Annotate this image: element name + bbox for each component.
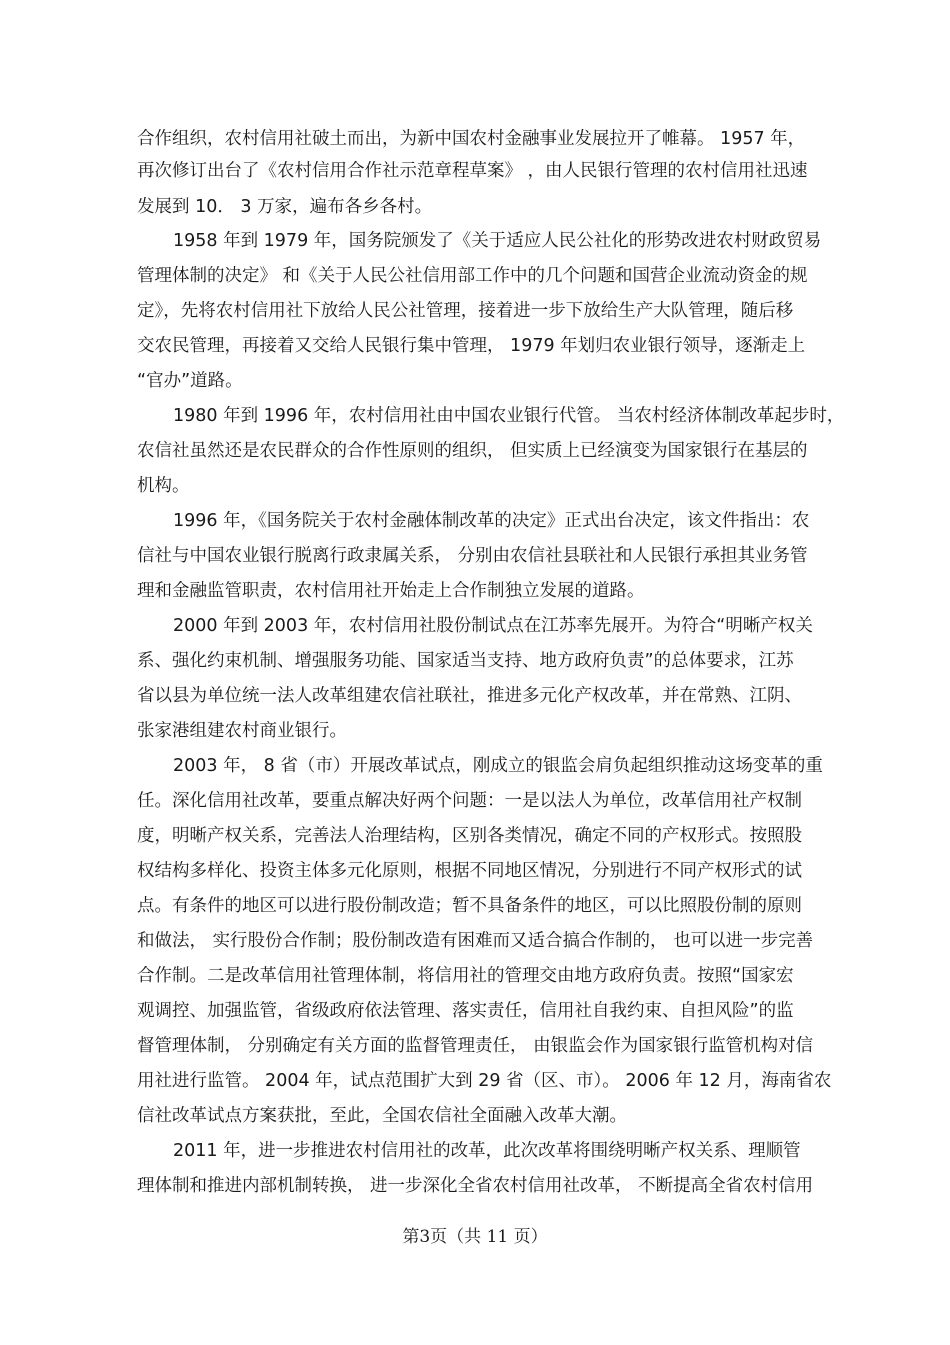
text-line-5: 管理体制的决定》 和《关于人民公社信用部工作中的几个问题和国营企业流动资金的规 [137,266,808,286]
text-line-29: 信社改革试点方案获批，至此，全国农信社全面融入改革大潮。 [137,1106,627,1126]
text-line-27: 督管理体制， 分别确定有关方面的监督管理责任， 由银监会作为国家银行监管机构对信 [137,1036,814,1056]
text-line-2: 再次修订出台了《农村信用合作社示范章程草案》 ，由人民银行管理的农村信用社迅速 [137,161,808,181]
text-line-24: 和做法， 实行股份合作制；股份制改造有困难而又适合搞合作制的， 也可以进一步完善 [137,931,814,951]
text-line-18: 张家港组建农村商业银行。 [137,721,347,741]
text-line-25: 合作制。二是改革信用社管理体制，将信用社的管理交由地方政府负责。按照“国家宏 [137,966,794,986]
text-line-22: 权结构多样化、投资主体多元化原则，根据不同地区情况，分别进行不同产权形式的试 [137,861,802,881]
text-line-11: 机构。 [137,476,190,496]
text-line-28: 用社进行监管。 2004 年，试点范围扩大到 29 省（区、市）。 2006 年 12 月，海南省农 [137,1071,832,1091]
text-line-31: 理体制和推进内部机制转换， 进一步深化全省农村信用社改革， 不断提高全省农村信用 [137,1176,814,1196]
text-line-1: 合作组织，农村信用社破土而出，为新中国农村金融事业发展拉开了帷幕。 1957 年， [137,129,806,149]
text-line-7: 交农民管理，再接着又交给人民银行集中管理， 1979 年划归农业银行领导，逐渐走上 [137,336,806,356]
text-line-6: 定》，先将农村信用社下放给人民公社管理，接着进一步下放给生产大队管理，随后移 [137,301,794,321]
text-line-10: 农信社虽然还是农民群众的合作性原则的组织， 但实质上已经演变为国家银行在基层的 [137,441,808,461]
text-line-15: 2000 年到 2003 年，农村信用社股份制试点在江苏率先展开。为符合“明晰产权关 [173,616,813,636]
text-line-13: 信社与中国农业银行脱离行政隶属关系， 分别由农信社县联社和人民银行承担其业务管 [137,546,808,566]
page-number-footer: 第3页（共 11 页） [402,1227,548,1247]
text-line-12: 1996 年，《国务院关于农村金融体制改革的决定》正式出台决定，该文件指出：农 [173,511,810,531]
text-line-17: 省以县为单位统一法人改革组建农信社联社，推进多元化产权改革，并在常熟、江阴、 [137,686,802,706]
text-line-20: 任。深化信用社改革，要重点解决好两个问题：一是以法人为单位，改革信用社产权制 [137,791,802,811]
text-line-19: 2003 年， 8 省（市）开展改革试点，刚成立的银监会肩负起组织推动这场变革的重 [173,756,823,776]
text-line-8: “官办”道路。 [137,371,243,391]
text-line-26: 观调控、加强监管，省级政府依法管理、落实责任，信用社自我约束、自担风险”的监 [137,1001,794,1021]
text-line-4: 1958 年到 1979 年，国务院颁发了《关于适应人民公社化的形势改进农村财政贸易 [173,231,822,251]
text-line-21: 度，明晰产权关系，完善法人治理结构，区别各类情况，确定不同的产权形式。按照股 [137,826,802,846]
text-line-30: 2011 年，进一步推进农村信用社的改革，此次改革将围绕明晰产权关系、理顺管 [173,1141,801,1161]
text-line-16: 系、强化约束机制、增强服务功能、国家适当支持、地方政府负责”的总体要求，江苏 [137,651,794,671]
text-line-23: 点。有条件的地区可以进行股份制改造；暂不具备条件的地区，可以比照股份制的原则 [137,896,802,916]
text-line-14: 理和金融监管职责，农村信用社开始走上合作制独立发展的道路。 [137,581,645,601]
text-line-3: 发展到 10． 3 万家，遍布各乡各村。 [137,197,433,217]
text-line-9: 1980 年到 1996 年，农村信用社由中国农业银行代管。 当农村经济体制改革起步时， [173,406,845,426]
